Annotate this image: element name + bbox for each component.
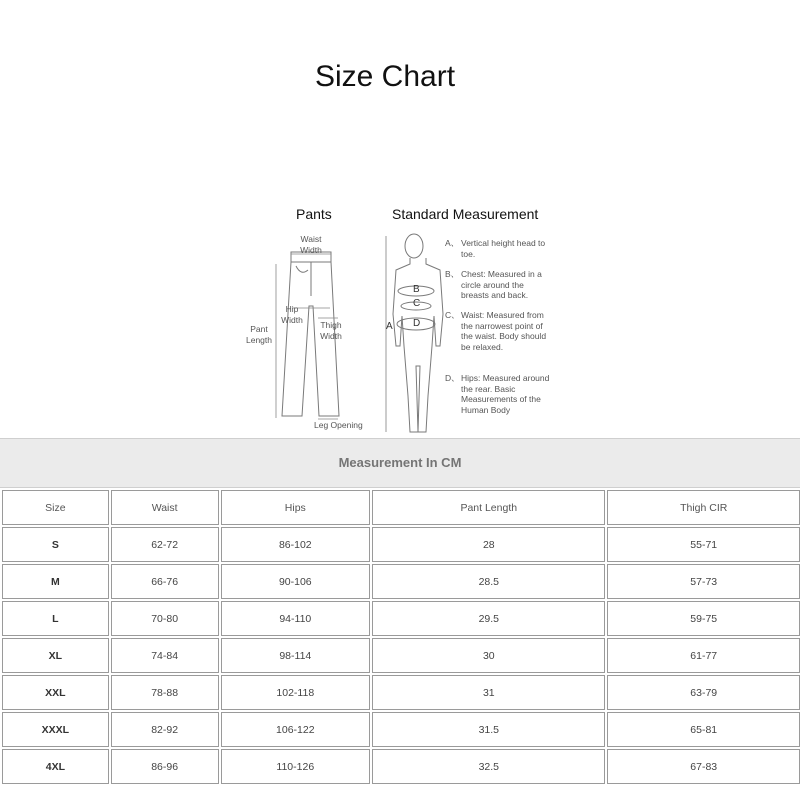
table-row [2,527,800,562]
thigh-cir-cell: 55-71 [607,527,800,562]
header-hips: Hips [221,490,371,525]
marker-d: D [413,318,421,329]
hips-cell: 102-118 [221,675,371,710]
waist-cell: 70-80 [111,601,219,636]
pants-heading: Pants [296,206,332,222]
table-row [2,638,800,673]
pant-length-cell: 29.5 [372,601,605,636]
hips-cell: 110-126 [221,749,371,784]
waist-width-label: Waist Width [300,234,322,255]
thigh-cir-cell: 61-77 [607,638,800,673]
waist-cell: 86-96 [111,749,219,784]
table-row [2,712,800,747]
size-cell: XXXL [2,712,109,747]
header-thigh-cir: Thigh CIR [607,490,800,525]
pant-length-label: Pant Length [246,324,272,345]
size-cell: L [2,601,109,636]
size-cell: S [2,527,109,562]
size-table [0,488,800,786]
table-row [2,564,800,599]
marker-a: A [386,321,393,332]
measurement-figure: Pants Standard Measurement Waist Width Hip Width Thigh Width Pant Length Leg Opening A B C D A、 Vertical height head to toe. B、 Chest: Measured in a circle around the breasts and back. C、 Waist: Measured from the narrowest point of the waist. Body should be relaxed. D、 Hips: Measured around the rear. Basic Measurements of the Human Body [236,196,566,440]
waist-cell: 78-88 [111,675,219,710]
marker-c: C [413,298,421,309]
pant-length-cell: 31 [372,675,605,710]
header-waist: Waist [111,490,219,525]
hip-width-label: Hip Width [281,304,303,325]
thigh-cir-cell: 59-75 [607,601,800,636]
table-caption: Measurement In CM [0,438,800,488]
standard-measurement-heading: Standard Measurement [392,206,539,222]
thigh-cir-cell: 63-79 [607,675,800,710]
table-row [2,749,800,784]
thigh-cir-cell: 57-73 [607,564,800,599]
size-cell: XXL [2,675,109,710]
waist-cell: 66-76 [111,564,219,599]
size-cell: 4XL [2,749,109,784]
table-row [2,601,800,636]
body-drawing [386,234,443,432]
header-pant-length: Pant Length [372,490,605,525]
waist-cell: 62-72 [111,527,219,562]
size-cell: XL [2,638,109,673]
hips-cell: 90-106 [221,564,371,599]
waist-cell: 74-84 [111,638,219,673]
leg-opening-label: Leg Opening [314,420,363,430]
pant-length-cell: 28.5 [372,564,605,599]
hips-cell: 106-122 [221,712,371,747]
pant-length-cell: 31.5 [372,712,605,747]
thigh-cir-cell: 65-81 [607,712,800,747]
pant-length-cell: 32.5 [372,749,605,784]
waist-cell: 82-92 [111,712,219,747]
table-row [2,675,800,710]
hips-cell: 98-114 [221,638,371,673]
thigh-width-label: Thigh Width [320,320,342,341]
header-size: Size [2,490,109,525]
pant-length-cell: 30 [372,638,605,673]
page-title: Size Chart [314,60,456,93]
hips-cell: 86-102 [221,527,371,562]
size-cell: M [2,564,109,599]
hips-cell: 94-110 [221,601,371,636]
table-header-row [2,490,800,525]
marker-b: B [413,284,420,295]
thigh-cir-cell: 67-83 [607,749,800,784]
pant-length-cell: 28 [372,527,605,562]
